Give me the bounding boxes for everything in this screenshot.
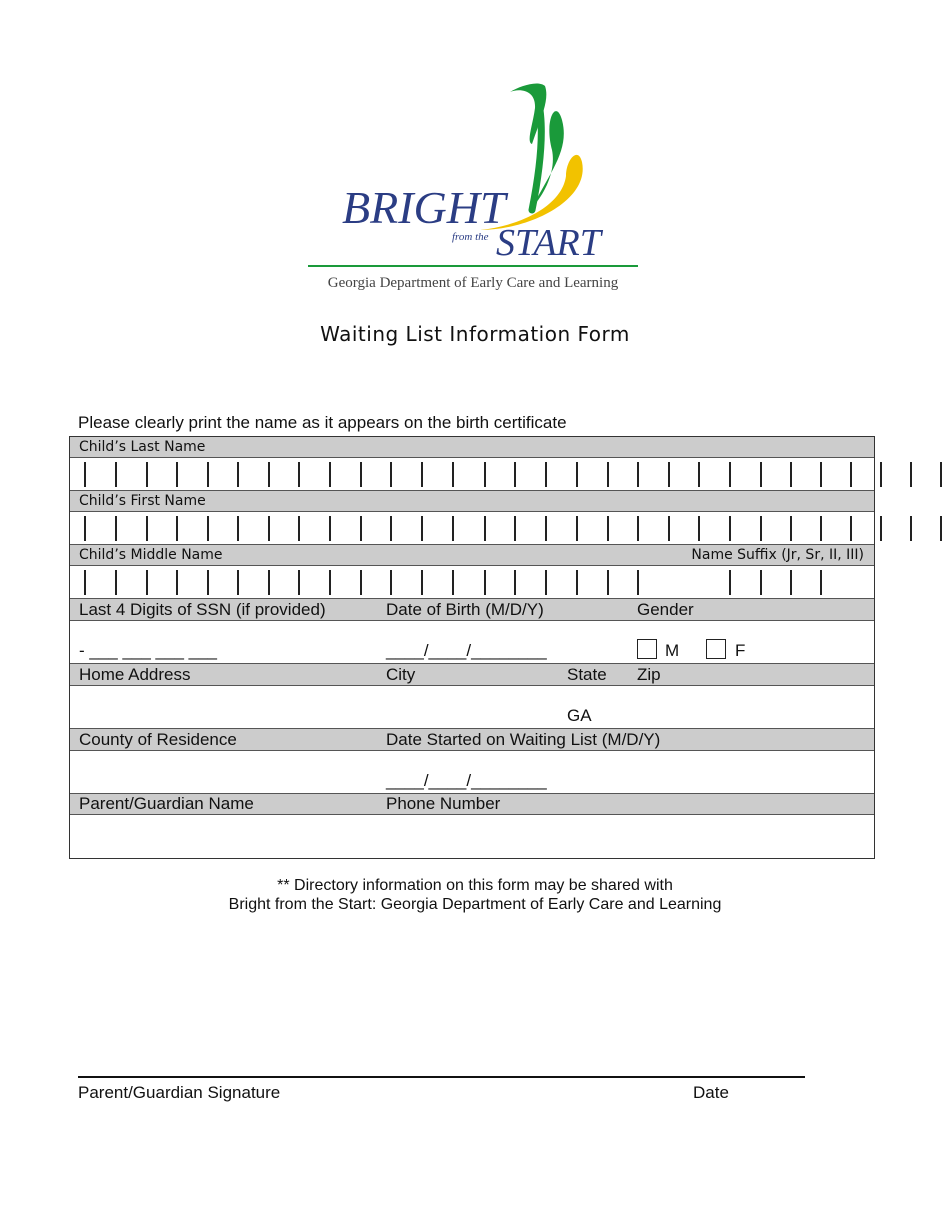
letter-box-divider [514, 516, 516, 541]
date-started-label: Date Started on Waiting List (M/D/Y) [386, 730, 661, 749]
logo-start-text: START [496, 222, 601, 264]
address-entry-row[interactable] [70, 686, 874, 729]
dob-label: Date of Birth (M/D/Y) [386, 600, 544, 619]
logo-from-the-text: from the [452, 231, 489, 243]
state-value: GA [567, 706, 592, 725]
last-name-label: Child’s Last Name [79, 439, 206, 455]
letter-box-divider [484, 462, 486, 487]
letter-box-divider [237, 462, 239, 487]
dob-blank[interactable]: ____/____/________ [386, 641, 547, 660]
letter-box-divider [115, 462, 117, 487]
letter-box-divider [910, 516, 912, 541]
letter-box-divider [329, 570, 331, 595]
date-started-blank[interactable]: ____/____/________ [386, 771, 547, 790]
logo-bright-text: BRIGHT [342, 182, 506, 233]
letter-box-divider [760, 516, 762, 541]
directory-note-line1: ** Directory information on this form may be shared with [277, 877, 673, 894]
county-header-row [70, 729, 874, 751]
letter-box-divider [176, 462, 178, 487]
address-header-row [70, 664, 874, 686]
middle-name-letter-boxes[interactable] [70, 566, 874, 599]
letter-box-divider [115, 516, 117, 541]
letter-box-divider [910, 462, 912, 487]
letter-box-divider [421, 516, 423, 541]
letter-box-divider [452, 516, 454, 541]
ssn-dob-gender-header-row [70, 599, 874, 621]
letter-box-divider [207, 516, 209, 541]
home-address-label: Home Address [79, 665, 191, 684]
letter-box-divider [115, 570, 117, 595]
letter-box-divider [790, 462, 792, 487]
letter-box-divider [146, 570, 148, 595]
letter-box-divider [760, 570, 762, 595]
city-label: City [386, 665, 416, 684]
letter-box-divider [207, 570, 209, 595]
letter-box-divider [84, 516, 86, 541]
county-entry-row[interactable] [70, 751, 874, 794]
letter-box-divider [668, 516, 670, 541]
gender-f-checkbox[interactable] [706, 639, 726, 659]
letter-box-divider [790, 570, 792, 595]
letter-box-divider [207, 462, 209, 487]
letter-box-divider [360, 570, 362, 595]
letter-box-divider [390, 570, 392, 595]
bright-from-the-start-logo [300, 80, 650, 300]
letter-box-divider [452, 462, 454, 487]
first-name-label: Child’s First Name [79, 493, 206, 509]
gender-m-label: M [665, 641, 680, 660]
letter-box-divider [484, 516, 486, 541]
letter-box-divider [850, 516, 852, 541]
letter-box-divider [84, 462, 86, 487]
letter-box-divider [607, 570, 609, 595]
form-title: Waiting List Information Form [320, 322, 630, 346]
letter-box-divider [729, 462, 731, 487]
letter-box-divider [576, 516, 578, 541]
signature-line[interactable] [78, 1076, 805, 1078]
letter-box-divider [820, 570, 822, 595]
letter-box-divider [637, 462, 639, 487]
letter-box-divider [237, 516, 239, 541]
letter-box-divider [514, 570, 516, 595]
zip-label: Zip [637, 665, 661, 684]
letter-box-divider [329, 516, 331, 541]
letter-box-divider [576, 570, 578, 595]
ssn-dob-gender-entry-row [70, 621, 874, 664]
directory-note-line2: Bright from the Start: Georgia Department of Early Care and Learning [228, 896, 722, 913]
guardian-signature-label: Parent/Guardian Signature [78, 1083, 281, 1102]
gender-label: Gender [637, 600, 694, 619]
letter-box-divider [880, 516, 882, 541]
letter-box-divider [390, 462, 392, 487]
state-label: State [567, 665, 607, 684]
letter-box-divider [268, 516, 270, 541]
middle-name-label: Child’s Middle Name [79, 547, 223, 563]
letter-box-divider [545, 516, 547, 541]
letter-box-divider [329, 462, 331, 487]
signature-date-label: Date [693, 1083, 729, 1102]
guardian-header-row [70, 794, 874, 815]
guardian-entry-row[interactable] [70, 815, 874, 858]
letter-box-divider [940, 462, 942, 487]
phone-label: Phone Number [386, 794, 501, 813]
last-name-header-row [70, 437, 874, 458]
letter-box-divider [790, 516, 792, 541]
letter-box-divider [360, 516, 362, 541]
letter-box-divider [729, 516, 731, 541]
letter-box-divider [940, 516, 942, 541]
instruction-text: Please clearly print the name as it appears on the birth certificate [78, 413, 567, 432]
letter-box-divider [668, 462, 670, 487]
ssn-label: Last 4 Digits of SSN (if provided) [79, 600, 326, 619]
letter-box-divider [298, 462, 300, 487]
letter-box-divider [84, 570, 86, 595]
ssn-blank[interactable]: - ___ ___ ___ ___ [79, 641, 218, 660]
middle-name-header-row [70, 545, 874, 566]
letter-box-divider [360, 462, 362, 487]
county-label: County of Residence [79, 730, 237, 749]
letter-box-divider [298, 516, 300, 541]
letter-box-divider [820, 462, 822, 487]
letter-box-divider [146, 516, 148, 541]
letter-box-divider [268, 462, 270, 487]
letter-box-divider [607, 462, 609, 487]
letter-box-divider [698, 516, 700, 541]
directory-note [0, 876, 950, 914]
letter-box-divider [545, 462, 547, 487]
guardian-name-label: Parent/Guardian Name [79, 794, 254, 813]
letter-box-divider [176, 570, 178, 595]
letter-box-divider [698, 462, 700, 487]
letter-box-divider [268, 570, 270, 595]
logo-divider [308, 265, 638, 267]
letter-box-divider [452, 570, 454, 595]
first-name-header-row [70, 491, 874, 512]
letter-box-divider [607, 516, 609, 541]
first-name-letter-boxes[interactable] [70, 512, 874, 545]
letter-box-divider [421, 462, 423, 487]
letter-box-divider [298, 570, 300, 595]
letter-box-divider [390, 516, 392, 541]
letter-box-divider [880, 462, 882, 487]
letter-box-divider [850, 462, 852, 487]
letter-box-divider [760, 462, 762, 487]
letter-box-divider [545, 570, 547, 595]
letter-box-divider [820, 516, 822, 541]
letter-box-divider [729, 570, 731, 595]
letter-box-divider [176, 516, 178, 541]
gender-m-checkbox[interactable] [637, 639, 657, 659]
waiting-list-form-table [69, 436, 875, 859]
letter-box-divider [637, 516, 639, 541]
letter-box-divider [237, 570, 239, 595]
name-suffix-label: Name Suffix (Jr, Sr, II, III) [691, 547, 864, 563]
letter-box-divider [637, 570, 639, 595]
letter-box-divider [576, 462, 578, 487]
letter-box-divider [514, 462, 516, 487]
last-name-letter-boxes[interactable] [70, 458, 874, 491]
letter-box-divider [484, 570, 486, 595]
letter-box-divider [146, 462, 148, 487]
gender-f-label: F [735, 641, 746, 660]
logo-org-text: Georgia Department of Early Care and Learning [327, 275, 619, 291]
logo-graphic [300, 80, 650, 300]
letter-box-divider [421, 570, 423, 595]
